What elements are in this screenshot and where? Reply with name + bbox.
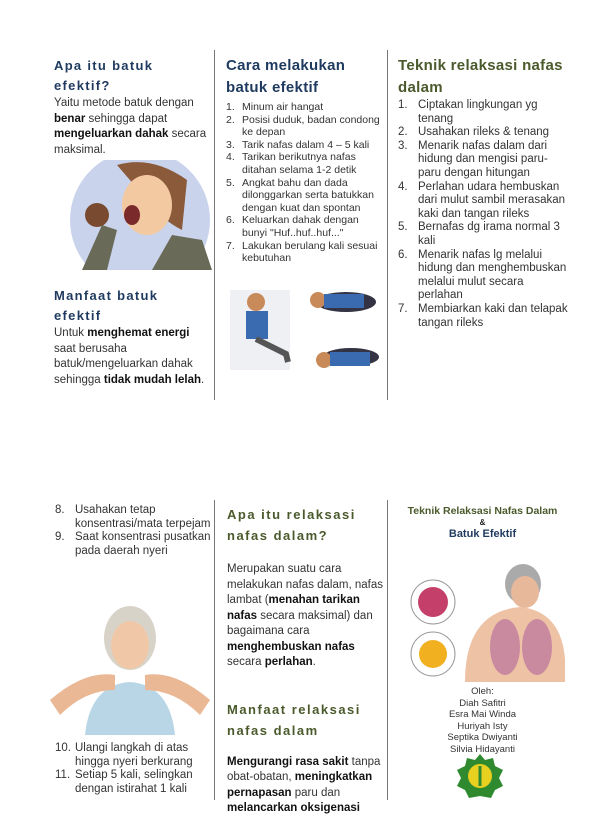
list-item — [226, 101, 384, 114]
text-benefit-relaksasi — [227, 755, 385, 817]
bold-text: Mengurangi rasa sakit — [227, 755, 349, 768]
panel-steps-continued — [55, 504, 215, 558]
item-text: Posisi duduk, badan condong ke depan — [242, 113, 380, 139]
item-number: 2. — [226, 113, 235, 126]
text-segment: . — [201, 373, 205, 386]
text-definition — [54, 96, 210, 158]
text-segment: paru dan — [291, 786, 341, 799]
text-segment: secara — [227, 656, 265, 668]
list-item — [55, 504, 215, 531]
cover-ampersand: & — [479, 518, 486, 527]
list-item — [226, 240, 384, 265]
item-number: 11. — [55, 769, 71, 782]
item-text: Ulangi langkah di atas hingga nyeri berkurang — [75, 742, 193, 768]
cover-title: Teknik Relaksasi Nafas Dalam — [407, 505, 558, 517]
item-text: Tarikan berikutnya nafas ditahan selama 1-2 detik — [242, 151, 357, 176]
panel-cara-batuk — [226, 55, 384, 265]
item-number: 1. — [398, 99, 408, 111]
text-segment: secara maksimal. — [54, 128, 207, 156]
heading-manfaat-batuk: Manfaat batuk efektif — [54, 288, 159, 323]
item-text: Usahakan tetap konsentrasi/mata terpejam — [75, 504, 211, 530]
list-item — [226, 139, 384, 152]
list-item — [398, 140, 568, 181]
bold-text: meningkatkan pernapasan — [227, 771, 373, 799]
item-number: 4. — [226, 151, 235, 164]
panel-apa-itu-relaksasi — [227, 504, 385, 817]
steps-list-b — [55, 742, 215, 796]
item-number: 9. — [55, 531, 65, 544]
text-definition-relaksasi — [227, 562, 385, 671]
steps-list-a — [55, 504, 215, 558]
item-text: Usahakan rileks & tenang — [418, 126, 550, 139]
author-name: Diah Safitri — [459, 697, 506, 709]
item-number: 6. — [226, 214, 235, 227]
item-text: Angkat bahu dan dada dilonggarkan serta batukkan dengan kuat dan spontan — [242, 176, 374, 214]
relaxing-woman-photo — [45, 600, 210, 735]
bold-text: menahan tarikan nafas — [227, 594, 360, 622]
item-number: 7. — [398, 302, 408, 315]
bold-text: tidak mudah lelah — [103, 373, 202, 386]
item-text: Ciptakan lingkungan yg tenang — [418, 99, 538, 125]
panel-steps-continued-b — [55, 742, 215, 796]
item-text: Menarik nafas dalam dari hidung dan mengisi paru-paru dengan hitungan — [418, 139, 548, 179]
cover-subtitle: Batuk Efektif — [448, 528, 517, 540]
item-text: Tarik nafas dalam 4 – 5 kali — [242, 138, 370, 151]
authors-block — [395, 686, 570, 755]
text-segment: tanpa obat-obatan, — [227, 755, 381, 783]
heading-cara-batuk: Cara melakukan batuk efektif — [226, 57, 346, 96]
steps-list — [398, 99, 568, 330]
cough-positions-illustration — [226, 282, 384, 394]
column-divider — [214, 50, 215, 400]
list-item — [55, 531, 215, 558]
cover-panel — [395, 504, 570, 542]
list-item — [398, 181, 568, 222]
item-text: Minum air hangat — [242, 101, 324, 113]
item-number: 10. — [55, 742, 71, 754]
panel-teknik-relaksasi — [398, 55, 568, 330]
coughing-person-illustration — [62, 160, 212, 270]
list-item — [398, 99, 568, 126]
item-number: 3. — [398, 139, 408, 152]
list-item — [55, 742, 215, 769]
list-item — [398, 249, 568, 303]
item-number: 4. — [398, 180, 408, 193]
panel-manfaat-batuk — [54, 286, 210, 388]
heading-apa-itu-batuk: Apa itu batuk efektif? — [54, 58, 154, 93]
panel-batuk-efektif-intro — [54, 56, 210, 158]
item-text: Perlahan udara hembuskan dari mulut sambil merasakan kaki dan tangan rileks — [418, 180, 566, 220]
author-name: Silvia Hidayanti — [450, 743, 515, 755]
bold-text: benar — [54, 112, 86, 125]
text-segment: sehingga dapat — [85, 112, 168, 125]
item-number: 8. — [55, 504, 65, 516]
column-divider — [387, 50, 388, 400]
item-text: Setiap 5 kali, selingkan dengan istirahat 1 kali — [75, 769, 193, 795]
list-item — [398, 221, 568, 248]
item-text: Membiarkan kaki dan telapak tangan rileks — [418, 302, 568, 329]
heading-manfaat-relaksasi: Manfaat relaksasi nafas dalam — [227, 701, 361, 738]
item-number: 2. — [398, 126, 408, 139]
text-segment: . — [312, 656, 316, 668]
text-segment: secara maksimal) dan bagaimana cara — [227, 609, 373, 637]
list-item — [226, 114, 384, 139]
author-name: Septika Dwiyanti — [447, 732, 518, 743]
author-name: Esra Mai Winda — [448, 709, 517, 720]
column-divider — [387, 500, 388, 800]
bold-text: mengeluarkan dahak — [54, 128, 169, 140]
authors-list — [395, 698, 570, 756]
bold-text: menghemat energi — [87, 327, 190, 339]
item-text: Menarik nafas lg melalui hidung dan menghembuskan melalui mulut secara perlahan — [418, 248, 567, 302]
heading-apa-itu-relaksasi: Apa itu relaksasi nafas dalam? — [227, 507, 356, 543]
bold-text: perlahan — [264, 656, 313, 668]
item-number: 3. — [226, 138, 235, 151]
list-item — [226, 177, 384, 215]
author-name: Huriyah Isty — [457, 720, 508, 732]
university-logo — [455, 752, 505, 800]
bold-text: menghembuskan nafas — [227, 640, 355, 653]
text-segment: Merupakan suatu cara melakukan nafas dalam, nafas lambat ( — [227, 563, 383, 606]
list-item — [226, 151, 384, 176]
list-item — [398, 303, 568, 330]
item-number: 5. — [398, 221, 408, 234]
item-number: 6. — [398, 248, 408, 261]
steps-list — [226, 101, 384, 265]
bold-text: melancarkan oksigenasi — [227, 802, 360, 814]
authors-label: Oleh: — [471, 686, 494, 697]
list-item — [398, 126, 568, 140]
item-text: Lakukan berulang kali sesuai kebutuhan — [242, 239, 378, 265]
heading-teknik-relaksasi: Teknik relaksasi nafas dalam — [398, 57, 563, 96]
text-segment: Untuk — [54, 327, 88, 339]
text-segment: saat berusaha batuk/mengeluarkan dahak sehingga — [54, 342, 193, 386]
item-number: 7. — [226, 239, 235, 252]
lungs-anatomy-illustration — [405, 562, 565, 682]
item-number: 5. — [226, 176, 235, 189]
list-item — [55, 769, 215, 796]
text-segment: Yaitu metode batuk dengan — [54, 97, 194, 109]
item-text: Saat konsentrasi pusatkan pada daerah nyeri — [75, 531, 211, 557]
text-benefit — [54, 326, 210, 388]
item-text: Keluarkan dahak dengan bunyi "Huf..huf..huf..." — [242, 214, 359, 239]
item-number: 1. — [226, 101, 235, 113]
item-text: Bernafas dg irama normal 3 kali — [418, 221, 560, 247]
list-item — [226, 214, 384, 239]
